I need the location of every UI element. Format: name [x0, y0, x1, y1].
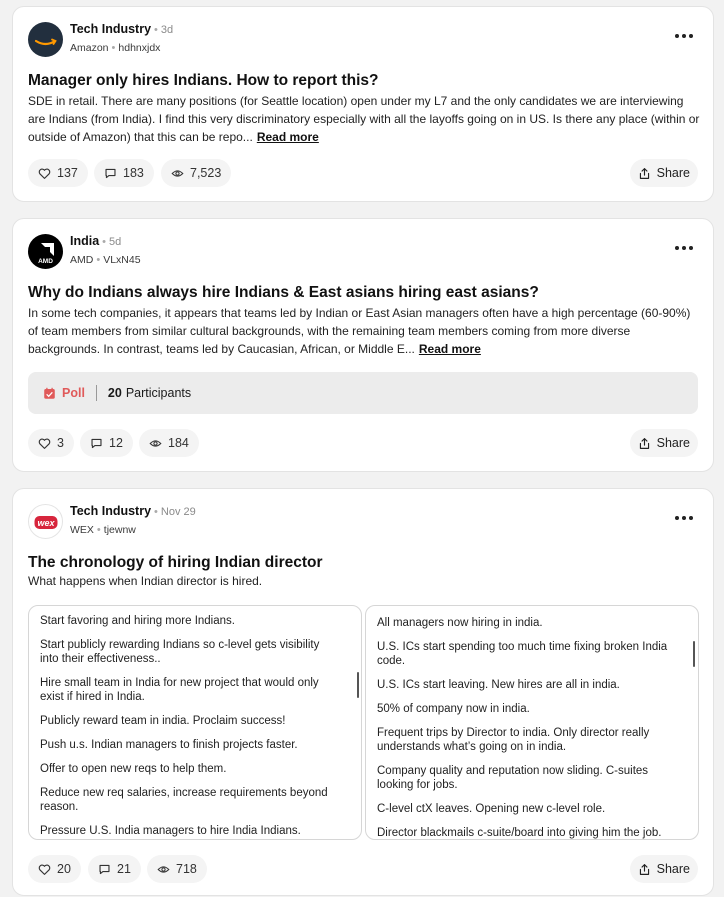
post-image-right[interactable]	[365, 605, 699, 840]
list-item: All managers now hiring in india.	[377, 617, 543, 629]
right-list	[377, 616, 677, 840]
separator-dot: •	[154, 24, 158, 36]
separator-dot: •	[154, 506, 158, 518]
company-name[interactable]: WEX	[70, 524, 94, 536]
username[interactable]: tjewnw	[103, 524, 136, 536]
share-button[interactable]	[630, 429, 698, 457]
like-button[interactable]	[28, 429, 74, 457]
share-label: Share	[656, 436, 690, 450]
post-time: 5d	[109, 236, 122, 248]
poll-participants-label: Participants	[125, 386, 192, 400]
wex-logo-icon	[29, 505, 63, 539]
list-item: Frequent trips by Director to india. Only director really understands what’s going on in india.	[377, 727, 650, 753]
heart-icon	[38, 167, 51, 180]
separator-dot: •	[96, 254, 101, 266]
eye-icon	[157, 863, 170, 876]
post-body-text: In some tech companies, it appears that teams led by Indian or East Asian managers often have a high percentage (60-90%) of team members from similar cultural backgrounds, with the remaining team members coming from more diverse backgrounds. In contrast, teams led by Caucasian, African, or Middle E...	[28, 306, 691, 356]
read-more-link[interactable]: Read more	[256, 130, 319, 144]
like-count: 137	[57, 166, 78, 180]
comment-icon	[98, 863, 111, 876]
post-image-left[interactable]	[28, 605, 362, 840]
list-item: Company quality and reputation now sliding. C-suites looking for jobs.	[377, 765, 649, 791]
company-avatar[interactable]	[28, 234, 63, 269]
company-avatar[interactable]	[28, 504, 63, 539]
post-title[interactable]: Manager only hires Indians. How to report this?	[28, 72, 379, 89]
view-count: 718	[176, 862, 197, 876]
list-item: Reduce new req salaries, increase requirements beyond reason.	[40, 787, 328, 813]
svg-text:wex: wex	[37, 518, 55, 528]
company-avatar[interactable]	[28, 22, 63, 57]
comment-count: 183	[123, 166, 144, 180]
post-card[interactable]	[12, 6, 714, 202]
like-count: 20	[57, 862, 71, 876]
separator-dot: •	[111, 42, 116, 54]
share-icon	[638, 863, 651, 876]
post-body-text: What happens when Indian director is hired.	[28, 574, 263, 588]
post-time: Nov 29	[160, 506, 196, 518]
separator-dot: •	[96, 524, 101, 536]
post-body[interactable]	[28, 572, 700, 590]
list-item: Hire small team in India for new project that would only exist if hired in India.	[40, 677, 319, 703]
list-item: Push u.s. Indian managers to finish projects faster.	[40, 739, 298, 751]
poll-box[interactable]	[28, 372, 698, 414]
list-item: 50% of company now in india.	[377, 703, 530, 715]
poll-label: Poll	[62, 386, 85, 400]
post-card[interactable]	[12, 488, 714, 896]
separator-dot: •	[102, 236, 107, 248]
group-name[interactable]: Tech Industry	[70, 504, 152, 518]
comment-button[interactable]	[94, 159, 154, 187]
svg-text:AMD: AMD	[38, 258, 53, 265]
comment-count: 21	[117, 862, 131, 876]
list-item: Publicly reward team in india. Proclaim success!	[40, 715, 286, 727]
eye-icon	[149, 437, 162, 450]
list-item: C-level ctX leaves. Opening new c-level role.	[377, 803, 606, 815]
heart-icon	[38, 863, 51, 876]
post-body[interactable]	[28, 304, 700, 358]
amd-logo-icon	[28, 234, 63, 269]
share-label: Share	[656, 862, 690, 876]
scrollbar[interactable]	[357, 672, 359, 698]
heart-icon	[38, 437, 51, 450]
poll-icon	[43, 387, 56, 400]
share-button[interactable]	[630, 855, 698, 883]
post-card[interactable]	[12, 218, 714, 472]
post-title[interactable]: Why do Indians always hire Indians & East asians hiring east asians?	[28, 284, 539, 301]
list-item: Offer to open new reqs to help them.	[40, 763, 227, 775]
poll-participant-count: 20	[107, 386, 122, 400]
username[interactable]: hdhnxjdx	[118, 42, 161, 54]
amazon-logo-icon	[28, 22, 63, 57]
comment-count: 12	[109, 436, 123, 450]
comment-icon	[104, 167, 117, 180]
comment-button[interactable]	[88, 855, 141, 883]
view-count-pill	[147, 855, 207, 883]
group-name[interactable]: Tech Industry	[70, 22, 152, 36]
list-item: Director blackmails c-suite/board into giving him the job.	[377, 827, 662, 839]
company-name[interactable]: AMD	[70, 254, 94, 266]
group-name[interactable]: India	[70, 234, 100, 248]
list-item: U.S. ICs start leaving. New hires are all in india.	[377, 679, 620, 691]
list-item: Start favoring and hiring more Indians.	[40, 615, 235, 627]
view-count-pill	[161, 159, 231, 187]
company-name[interactable]: Amazon	[70, 42, 109, 54]
view-count: 7,523	[190, 166, 222, 180]
post-title[interactable]: The chronology of hiring Indian director	[28, 554, 323, 571]
comment-icon	[90, 437, 103, 450]
share-label: Share	[656, 166, 690, 180]
more-icon[interactable]	[675, 31, 695, 41]
like-count: 3	[57, 436, 64, 450]
username[interactable]: VLxN45	[103, 254, 141, 266]
post-body-text: SDE in retail. There are many positions (for Seattle location) open under my L7 and the only candidates we are interviewing are Indians (from India). I find this very discriminatory especially with all the layoffs going on in US. Is there any place (within or outside of Amazon) that this can be repo...	[28, 94, 700, 144]
comment-button[interactable]	[80, 429, 133, 457]
like-button[interactable]	[28, 159, 88, 187]
like-button[interactable]	[28, 855, 81, 883]
share-icon	[638, 167, 651, 180]
more-icon[interactable]	[675, 513, 695, 523]
share-button[interactable]	[630, 159, 698, 187]
post-time: 3d	[160, 24, 174, 36]
list-item: U.S. ICs start spending too much time fixing broken India code.	[377, 641, 668, 667]
share-icon	[638, 437, 651, 450]
poll-divider	[96, 385, 97, 401]
view-count: 184	[168, 436, 189, 450]
scrollbar[interactable]	[693, 641, 695, 667]
post-body[interactable]	[28, 92, 700, 146]
list-item: Start publicly rewarding Indians so c-level gets visibility into their effectiveness..	[40, 639, 320, 665]
more-icon[interactable]	[675, 243, 695, 253]
read-more-link[interactable]: Read more	[418, 342, 481, 356]
view-count-pill	[139, 429, 199, 457]
eye-icon	[171, 167, 184, 180]
list-item: Pressure U.S. India managers to hire India Indians.	[40, 825, 301, 837]
left-list	[40, 614, 340, 840]
